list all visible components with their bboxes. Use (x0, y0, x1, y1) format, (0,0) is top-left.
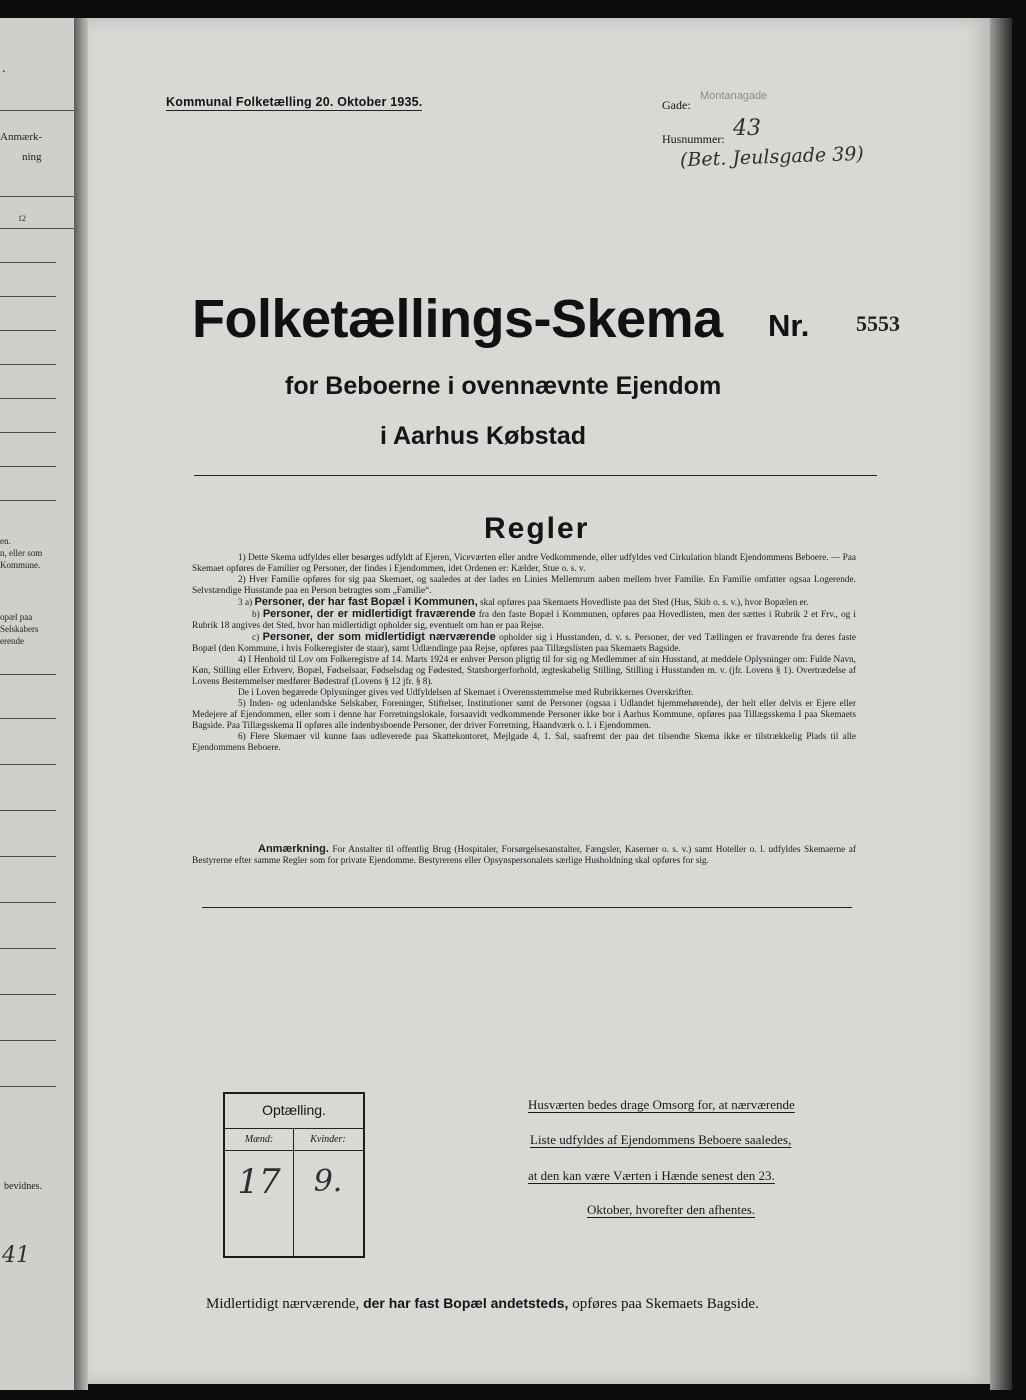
census-line: Kommunal Folketælling 20. Oktober 1935. (166, 95, 423, 109)
tally-women-value: 9. (313, 1164, 343, 1199)
adjacent-page (0, 18, 74, 1390)
footer-note: Midlertidigt nærværende, der har fast Bopæl andetsteds, opføres paa Skemaets Bagside. (206, 1295, 759, 1312)
remark-label: Anmærkning. (258, 843, 329, 855)
rules-heading: Regler (484, 512, 590, 545)
left-page-text-1: en. (0, 536, 11, 546)
left-page-anm1: Anmærk- (0, 131, 43, 143)
house-number-value: 43 (733, 116, 761, 141)
tally-men-label: Mænd: (244, 1134, 274, 1145)
left-page-dot: . (2, 61, 6, 76)
rule-3c: c) Personer, der som midlertidigt nærværende opholder sig i Husstanden, d. v. s. Personer, der ved Tællingen er fraværende fra deres faste Bopæl (den Kommune, i hvis Folkeregister de staar), samt Udlændinge paa Rejse, opføres paa Tillægslisten paa Skemaets Bagside. (192, 631, 856, 654)
notice-line-4: Oktober, hvorefter den afhentes. (587, 1202, 756, 1217)
rule-3a: 3 a) Personer, der har fast Bopæl i Kommunen, skal opføres paa Skemaets Hovedliste paa det Sted (Hus, Skib o. s. v.), hvor Bopælen er. (238, 596, 809, 608)
rule-5: 5) Inden- og udenlandske Selskaber, Foreninger, Stiftelser, Institutioner samt de Personer (ogsaa i Udlandet hjemmehørende), der helt eller delvis er Ejere eller Medejere af Ejendommen, eller som i denne har Forretningslokale, forsaavidt vedkommende Personer ikke bor i Aarhus Kommune, opføres paa Tillægsskema I paa Skemaets Bagside. Paa Tillægsskema II opføres alle indenbysboende Personer, der driver Forretning, Haandværk o. l. i Ejendommen. (192, 699, 856, 731)
left-page-col: 12 (18, 214, 26, 223)
remark (192, 844, 856, 867)
tally-women-label: Kvinder: (310, 1134, 346, 1145)
notice-line-2: Liste udfyldes af Ejendommens Beboere saaledes, (530, 1132, 792, 1147)
rule-4: 4) I Henhold til Lov om Folkeregistre af 14. Marts 1924 er enhver Person pligtig til for sig og Medlemmer af sin Husstand, at meddele Oplysninger om: Fulde Navn, Køn, Stilling eller Erhverv, Bopæl, Fødselsaar, Fødselsdag og Fødested, Statsborgerforhold, ægteskabelig Stilling, Stilling i Husstanden m. v. (jfr. Lovens § 1). Overtrædelse af Lovens Bestemmelser medfører Bødestraf (Lovens § 12 jfr. § 8). (192, 655, 856, 687)
street-label: Gade: (662, 98, 691, 112)
rule-4b: De i Loven begærede Oplysninger gives ved Udfyldelsen af Skemaet i Overensstemmelse med Rubrikkernes Overskrifter. (238, 688, 694, 698)
left-page-anm2: ning (22, 151, 42, 163)
rule-3b: b) Personer, der er midlertidigt fraværende fra den faste Bopæl i Kommunen, opføres paa Hovedlisten, men der sættes i Rubrik 2 et Frv., og i Rubrik 18 angives det Sted, hvor han midlertidigt opholder sig, eventuelt om han er paa Rejse. (192, 608, 856, 631)
remark-text: For Anstalter til offentlig Brug (Hospitaler, Forsørgelsesanstalter, Fængsler, Kaserner o. s. v.) samt Hoteller o. l. udfyldes Skemaerne af Bestyrerne efter samme Regler som for private Ejendomme. Bestyrerens eller Opsynspersonalets særlige Husholdning skal opføres for sig. (192, 845, 857, 866)
left-page-text-6: erende (0, 636, 24, 646)
left-page-text-4: opæl paa (0, 612, 33, 622)
rules-body (192, 553, 856, 754)
left-page-text-3: Kommune. (0, 560, 41, 570)
house-number-note: (Bet. Jeulsgade 39) (679, 142, 865, 172)
page-edge (990, 18, 1012, 1390)
left-page-text-7: bevidnes. (4, 1181, 43, 1192)
form-number-value: 5553 (856, 311, 900, 336)
notice-line-1: Husværten bedes drage Omsorg for, at nærværende (528, 1097, 795, 1112)
form-subtitle-2: i Aarhus Købstad (380, 422, 587, 450)
form-title: Folketællings-Skema (192, 289, 723, 349)
divider-top (194, 475, 877, 476)
notice-line-3: at den kan være Værten i Hænde senest den 23. (528, 1168, 775, 1183)
left-page-handwritten: 41 (2, 1243, 30, 1268)
tally-men-value: 17 (237, 1162, 281, 1202)
tally-box (223, 1092, 365, 1258)
divider-bottom (202, 907, 852, 908)
tally-title: Optælling. (262, 1102, 326, 1118)
form-subtitle-1: for Beboerne i ovennævnte Ejendom (285, 372, 722, 400)
left-page-text-2: n, eller som (0, 548, 43, 558)
left-page-text-5: Selskabers (0, 624, 39, 634)
rule-1: 1) Dette Skema udfyldes eller besørges udfyldt af Ejeren, Viceværten eller andre Vedkommende, eller udfyldes ved Cirkulation blandt Ejendommens Beboere. — Paa Skemaet opføres de Familier og Personer, der findes i Ejendommen, idet Ordenen er: Kælder, Stue o. s. v. (192, 553, 856, 574)
rule-6: 6) Flere Skemaer vil kunne faas udleverede paa Skattekontoret, Mejlgade 4, 1. Sal, saafremt der paa det tilsendte Skema ikke er tilstrækkelig Plads til alle Ejendommens Beboere. (192, 732, 856, 753)
rule-2: 2) Hver Familie opføres for sig paa Skemaet, og saaledes at der lades en Linies Mellemrum aaben mellem hver Familie. En Familie omfatter ogsaa Logerende. Selvstændige Husstande paa en Person betragtes som „Familie“. (192, 575, 856, 596)
form-number-label: Nr. (768, 308, 810, 343)
book-gutter (74, 18, 88, 1390)
census-form-page (88, 18, 990, 1384)
street-stamp: Montanagade (700, 90, 768, 102)
house-number-label: Husnummer: (662, 132, 725, 146)
